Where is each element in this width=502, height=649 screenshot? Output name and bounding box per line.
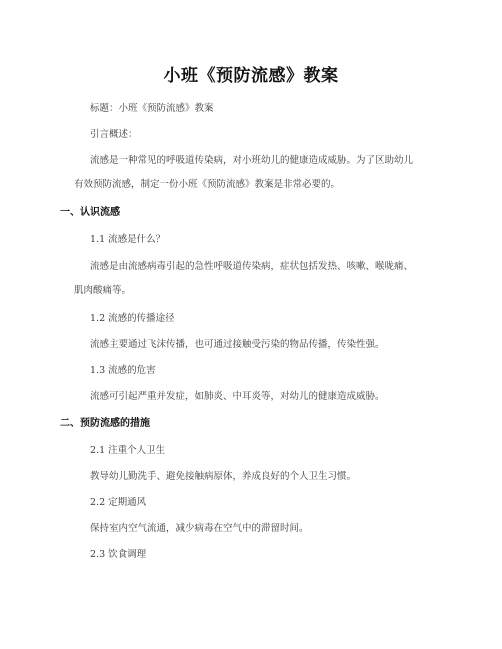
subsection-1-1-text-line-1: 流感是由流感病毒引起的急性呼吸道传染病，症状包括发热、咳嗽、喉咙痛、 bbox=[90, 261, 414, 272]
subsection-2-3-title: 2.3 饮食调理 bbox=[90, 549, 147, 560]
intro-paragraph-line-1: 流感是一种常见的呼吸道传染病，对小班幼儿的健康造成威胁。为了区助幼儿 bbox=[90, 155, 414, 166]
intro-label: 引言概述： bbox=[90, 129, 138, 140]
subsection-2-1-title: 2.1 注重个人卫生 bbox=[90, 445, 166, 456]
subsection-2-2-text: 保持室内空气流通，减少病毒在空气中的滞留时间。 bbox=[90, 523, 309, 534]
subsection-1-2-text: 流感主要通过飞沫传播，也可通过接触受污染的物品传播，传染性强。 bbox=[90, 339, 385, 350]
subsection-1-1-title: 1.1 流感是什么？ bbox=[90, 234, 166, 245]
subsection-1-3-title: 1.3 流感的危害 bbox=[90, 365, 156, 376]
intro-paragraph-line-2: 有效预防流感，制定一份小班《预防流感》教案是非常必要的。 bbox=[74, 179, 341, 190]
subsection-2-2-title: 2.2 定期通风 bbox=[90, 497, 147, 508]
document-title: 小班《预防流感》教案 bbox=[163, 66, 339, 86]
subsection-1-2-title: 1.2 流感的传播途径 bbox=[90, 313, 175, 324]
subsection-1-1-text-line-2: 肌肉酸痛等。 bbox=[74, 285, 132, 296]
section-2-heading: 二、预防流感的措施 bbox=[60, 418, 150, 429]
subsection-2-1-text: 教导幼儿勤洗手、避免接触病原体，养成良好的个人卫生习惯。 bbox=[90, 471, 357, 482]
section-1-heading: 一、认识流感 bbox=[60, 207, 120, 218]
meta-title: 标题：小班《预防流感》教案 bbox=[90, 103, 214, 114]
subsection-1-3-text: 流感可引起严重并发症，如肺炎、中耳炎等，对幼儿的健康造成威胁。 bbox=[90, 391, 385, 402]
